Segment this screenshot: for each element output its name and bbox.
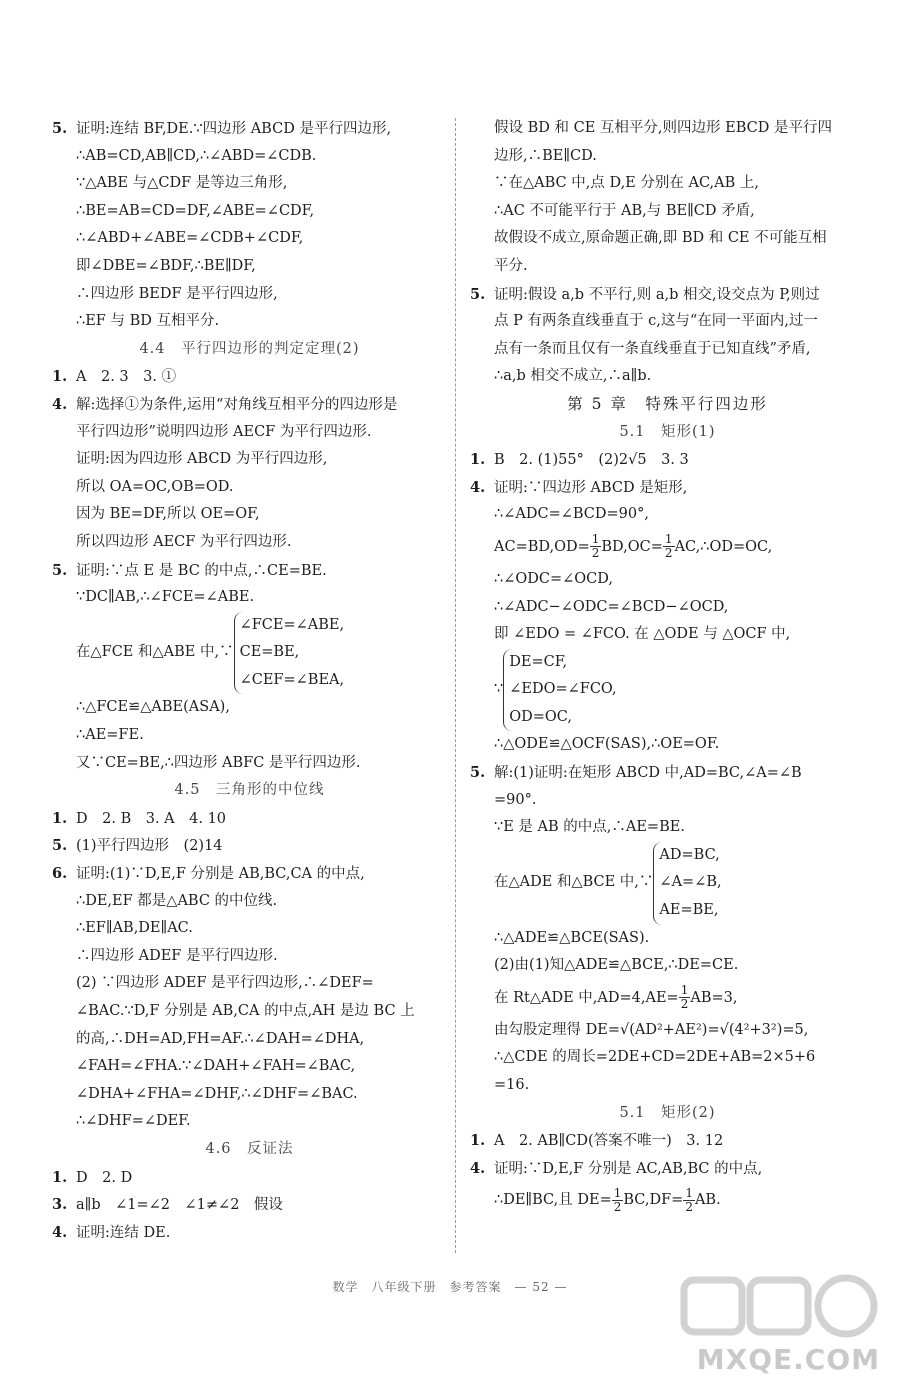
brace-conditions (653, 842, 721, 925)
answer-line (470, 1072, 865, 1100)
answer-line (52, 115, 447, 143)
condition-line: AD=BC, (659, 846, 720, 863)
answer-text: AC=BD,OD= (494, 538, 590, 555)
answer-text: 解:(1)证明:在矩形 ABCD 中,AD=BC,∠A=∠B (494, 765, 802, 782)
question-number: 4. (52, 1223, 68, 1241)
answer-line-with-fraction (470, 980, 865, 1017)
fraction-denominator: 2 (680, 997, 689, 1012)
answer-text: AC,∴OD=OC, (674, 538, 773, 555)
answer-text: 证明:因为四边形 ABCD 为平行四边形, (76, 451, 328, 468)
answer-line (470, 731, 865, 759)
answer-line (52, 474, 447, 502)
answer-text: D 2. D (76, 1169, 133, 1186)
fraction-denominator: 2 (613, 1199, 622, 1214)
brace-prefix: 在△ADE 和△BCE 中,∵ (494, 874, 654, 891)
answer-line (470, 115, 865, 143)
brace-system (52, 612, 447, 695)
answer-line (52, 915, 447, 943)
answer-line (52, 750, 447, 778)
answer-text: ∴四边形 BEDF 是平行四边形, (76, 285, 278, 302)
fraction (679, 984, 691, 1011)
brace-prefix: 在△FCE 和△ABE 中,∵ (76, 644, 234, 661)
answer-text: a∥b ∠1=∠2 ∠1≠∠2 假设 (76, 1197, 283, 1214)
answer-line (470, 143, 865, 171)
answer-line-with-fraction (470, 1182, 865, 1219)
answer-text: ∴DE,EF 都是△ABC 的中位线. (76, 892, 278, 909)
question-number: 4. (470, 478, 486, 496)
answer-line (470, 170, 865, 198)
answer-line (470, 952, 865, 980)
answer-text: =90°. (494, 791, 537, 808)
answer-text: ∴a,b 相交不成立,∴a∥b. (494, 368, 652, 385)
answer-line (52, 501, 447, 529)
answer-line (52, 1053, 447, 1081)
fraction-denominator: 2 (685, 1199, 693, 1214)
brace-system (470, 842, 865, 925)
answer-text: ∴EF 与 BD 互相平分. (76, 313, 220, 330)
answer-line (470, 1127, 865, 1155)
answer-line (470, 308, 865, 336)
page-footer: 数学 八年级下册 参考答案 — 52 — (332, 1280, 568, 1294)
answer-text: ∴△CDE 的周长=2DE+CD=2DE+AB=2×5+6 (494, 1049, 816, 1066)
condition-line: ∠A=∠B, (659, 874, 722, 891)
answer-line (470, 621, 865, 649)
answer-text: 又∵CE=BE,∴四边形 ABFC 是平行四边形. (76, 754, 361, 771)
answer-text: ∴∠ADC−∠ODC=∠BCD−∠OCD, (494, 598, 729, 615)
answer-text: 证明:(1)∵D,E,F 分别是 AB,BC,CA 的中点, (76, 866, 365, 883)
section-heading: 4.6 反证法 (205, 1140, 294, 1157)
question-number: 1. (52, 1168, 68, 1186)
fraction-numerator: 1 (680, 983, 689, 998)
answer-text: 平行四边形”说明四边形 AECF 为平行四边形. (76, 423, 372, 440)
fraction (612, 1187, 624, 1214)
question-number: 4. (52, 395, 68, 413)
answer-text: 点 P 有两条直线垂直于 c,这与“在同一平面内,过一 (494, 313, 818, 330)
answer-text: (2) ∵四边形 ADEF 是平行四边形,∴∠DEF= (76, 975, 374, 992)
answer-text: D 2. B 3. A 4. 10 (76, 810, 227, 827)
brace-conditions (503, 649, 616, 732)
answer-text: ∴AB=CD,AB∥CD,∴∠ABD=∠CDB. (76, 147, 317, 164)
question-number: 5. (470, 285, 486, 303)
fraction-numerator: 1 (664, 532, 673, 547)
answer-text: AB. (694, 1192, 721, 1209)
answer-text: ∴∠DHF=∠DEF. (76, 1113, 191, 1130)
answer-text: ∵在△ABC 中,点 D,E 分别在 AC,AB 上, (494, 175, 759, 192)
answer-text: ∵DC∥AB,∴∠FCE=∠ABE. (76, 589, 255, 606)
answer-text: ∠FAH=∠FHA.∵∠DAH+∠FAH=∠BAC, (76, 1058, 356, 1075)
fraction-denominator: 2 (664, 546, 673, 561)
fraction-numerator: 1 (591, 532, 600, 547)
answer-text: ∴△ADE≌△BCE(SAS). (494, 929, 650, 946)
answer-line (470, 225, 865, 253)
answer-line (52, 198, 447, 226)
brace-conditions (234, 612, 345, 695)
answer-text: (2)由(1)知△ADE≌△BCE,∴DE=CE. (494, 957, 739, 974)
fraction (683, 1187, 695, 1214)
answer-text: 证明:假设 a,b 不平行,则 a,b 相交,设交点为 P,则过 (494, 286, 820, 303)
answer-text: 边形,∴BE∥CD. (494, 147, 597, 164)
answer-line (470, 814, 865, 842)
answer-line (470, 1155, 865, 1183)
watermark-text: MXQE.COM (696, 1343, 880, 1376)
answer-line (470, 253, 865, 281)
answer-line (52, 1108, 447, 1136)
answer-text: ∴∠ADC=∠BCD=90°, (494, 506, 649, 523)
answer-text: ∴AC 不可能平行于 AB,与 BE∥CD 矛盾, (494, 202, 755, 219)
answer-line (52, 170, 447, 198)
answer-text: 证明:∵点 E 是 BC 的中点,∴CE=BE. (76, 562, 327, 579)
condition-line: ∠CEF=∠BEA, (239, 671, 345, 688)
answer-line (52, 998, 447, 1026)
fraction-numerator: 1 (685, 1185, 693, 1200)
answer-text: A 2. AB∥CD(答案不唯一) 3. 12 (494, 1133, 724, 1150)
answer-line (470, 336, 865, 364)
answer-line (52, 308, 447, 336)
answer-line (52, 970, 447, 998)
answer-text: 解:选择①为条件,运用“对角线互相平分的四边形是 (76, 396, 398, 413)
answer-line (52, 225, 447, 253)
answer-line (52, 832, 447, 860)
question-number: 1. (52, 368, 68, 386)
condition-line: AE=BE, (659, 902, 719, 919)
question-number: 5. (52, 120, 68, 137)
answer-line (470, 566, 865, 594)
answer-text: BC,DF= (623, 1192, 684, 1209)
answer-text: 证明:∵D,E,F 分别是 AC,AB,BC 的中点, (494, 1160, 763, 1177)
answer-line (52, 1219, 447, 1247)
answer-text: 证明:连结 BF,DE.∵四边形 ABCD 是平行四边形, (76, 121, 392, 137)
answer-line (470, 1044, 865, 1072)
question-number: 5. (470, 764, 486, 782)
section-heading: 5.1 矩形(2) (619, 1104, 716, 1121)
answer-line (52, 943, 447, 971)
answer-line (470, 446, 865, 474)
answer-line (52, 363, 447, 391)
answer-text: =16. (494, 1077, 530, 1093)
answer-text: 在 Rt△ADE 中,AD=4,AE= (494, 989, 679, 1006)
answer-line (470, 281, 865, 309)
question-number: 1. (470, 451, 486, 469)
answer-text: 平分. (494, 257, 528, 274)
answer-line (52, 391, 447, 419)
answer-line (52, 694, 447, 722)
question-number: 3. (52, 1196, 68, 1214)
answer-text: 所以 OA=OC,OB=OD. (76, 478, 234, 495)
right-column (470, 115, 865, 1219)
condition-line: CE=BE, (239, 644, 300, 661)
answer-line (470, 759, 865, 787)
condition-line: ∠FCE=∠ABE, (239, 616, 345, 633)
answer-text: BD,OC= (601, 538, 663, 555)
answer-text: 由勾股定理得 DE=√(AD²+AE²)=√(4²+3²)=5, (494, 1021, 809, 1038)
column-divider (455, 118, 456, 1253)
answer-line (52, 584, 447, 612)
answer-text: ∴AE=FE. (76, 727, 144, 744)
answer-text: ∠DHA+∠FHA=∠DHF,∴∠DHF=∠BAC. (76, 1085, 358, 1102)
answer-line (52, 143, 447, 171)
answer-line (52, 860, 447, 888)
question-number: 5. (52, 561, 68, 579)
answer-text: ∴△FCE≌△ABE(ASA), (76, 699, 230, 716)
answer-line (470, 198, 865, 226)
answer-text: ∴BE=AB=CD=DF,∠ABE=∠CDF, (76, 202, 315, 219)
answer-line (52, 1164, 447, 1192)
answer-text: B 2. (1)55° (2)2√5 3. 3 (494, 452, 689, 469)
answer-line (52, 805, 447, 833)
answer-line (52, 1191, 447, 1219)
answer-line (52, 446, 447, 474)
question-number: 4. (470, 1159, 486, 1177)
answer-line (470, 594, 865, 622)
answer-line (52, 1081, 447, 1109)
answer-line (470, 787, 865, 815)
chapter-heading: 第 5 章 特殊平行四边形 (567, 394, 768, 413)
fraction (590, 533, 602, 560)
question-number: 1. (470, 1132, 486, 1150)
answer-text: ∴∠ABD+∠ABE=∠CDB+∠CDF, (76, 230, 304, 247)
answer-text: A 2. 3 3. ① (76, 369, 177, 386)
answer-text: ∵△ABE 与△CDF 是等边三角形, (76, 175, 288, 192)
answer-line (52, 557, 447, 585)
answer-line (52, 529, 447, 557)
answer-text: 因为 BE=DF,所以 OE=OF, (76, 506, 260, 523)
answer-text: 的高,∴DH=AD,FH=AF.∴∠DAH=∠DHA, (76, 1030, 365, 1047)
answer-line (52, 253, 447, 281)
answer-text: AB=3, (690, 989, 738, 1006)
answer-text: 即∠DBE=∠BDF,∴BE∥DF, (76, 257, 256, 274)
answer-line (52, 722, 447, 750)
answer-text: 所以四边形 AECF 为平行四边形. (76, 533, 292, 550)
fraction (663, 533, 675, 560)
answer-text: 证明:连结 DE. (76, 1224, 171, 1241)
answer-text: ∴EF∥AB,DE∥AC. (76, 920, 193, 937)
condition-line: ∠EDO=∠FCO, (509, 681, 617, 698)
answer-text: ∴四边形 ADEF 是平行四边形. (76, 947, 278, 964)
section-heading: 4.4 平行四边形的判定定理(2) (139, 340, 360, 357)
answer-line (470, 925, 865, 953)
answer-line (52, 281, 447, 309)
answer-line (470, 501, 865, 529)
answer-line (52, 419, 447, 447)
answer-text: ∴∠ODC=∠OCD, (494, 570, 613, 587)
question-number: 1. (52, 809, 68, 827)
answer-line (470, 1017, 865, 1045)
question-number: 6. (52, 865, 68, 883)
condition-line: DE=CF, (509, 653, 568, 670)
answer-line (52, 888, 447, 916)
answer-text: 点有一条而且仅有一条直线垂直于已知直线”矛盾, (494, 340, 811, 357)
brace-prefix: ∵ (494, 681, 504, 698)
fraction-denominator: 2 (591, 546, 600, 561)
section-heading: 5.1 矩形(1) (619, 423, 716, 440)
brace-system (470, 649, 865, 732)
answer-text: ∴△ODE≌△OCF(SAS),∴OE=OF. (494, 736, 720, 753)
answer-line-with-fraction (470, 529, 865, 566)
answer-text: ∴DE∥BC,且 DE= (494, 1192, 612, 1209)
answer-text: 假设 BD 和 CE 互相平分,则四边形 EBCD 是平行四 (494, 120, 832, 136)
answer-line (470, 474, 865, 502)
answer-text: 即 ∠EDO = ∠FCO. 在 △ODE 与 △OCF 中, (494, 626, 791, 643)
section-heading: 4.5 三角形的中位线 (174, 782, 325, 799)
answer-text: ∵E 是 AB 的中点,∴AE=BE. (494, 819, 685, 836)
answer-text: 故假设不成立,原命题正确,即 BD 和 CE 不可能互相 (494, 230, 827, 247)
answer-line (52, 1026, 447, 1054)
answer-text: ∠BAC.∵D,F 分别是 AB,CA 的中点,AH 是边 BC 上 (76, 1003, 415, 1019)
answer-text: 证明:∵四边形 ABCD 是矩形, (494, 479, 688, 496)
left-column (52, 115, 447, 1246)
fraction-numerator: 1 (613, 1185, 622, 1200)
condition-line: OD=OC, (509, 708, 572, 725)
answer-text: (1)平行四边形 (2)14 (76, 838, 223, 855)
question-number: 5. (52, 837, 68, 855)
answer-line (470, 363, 865, 391)
